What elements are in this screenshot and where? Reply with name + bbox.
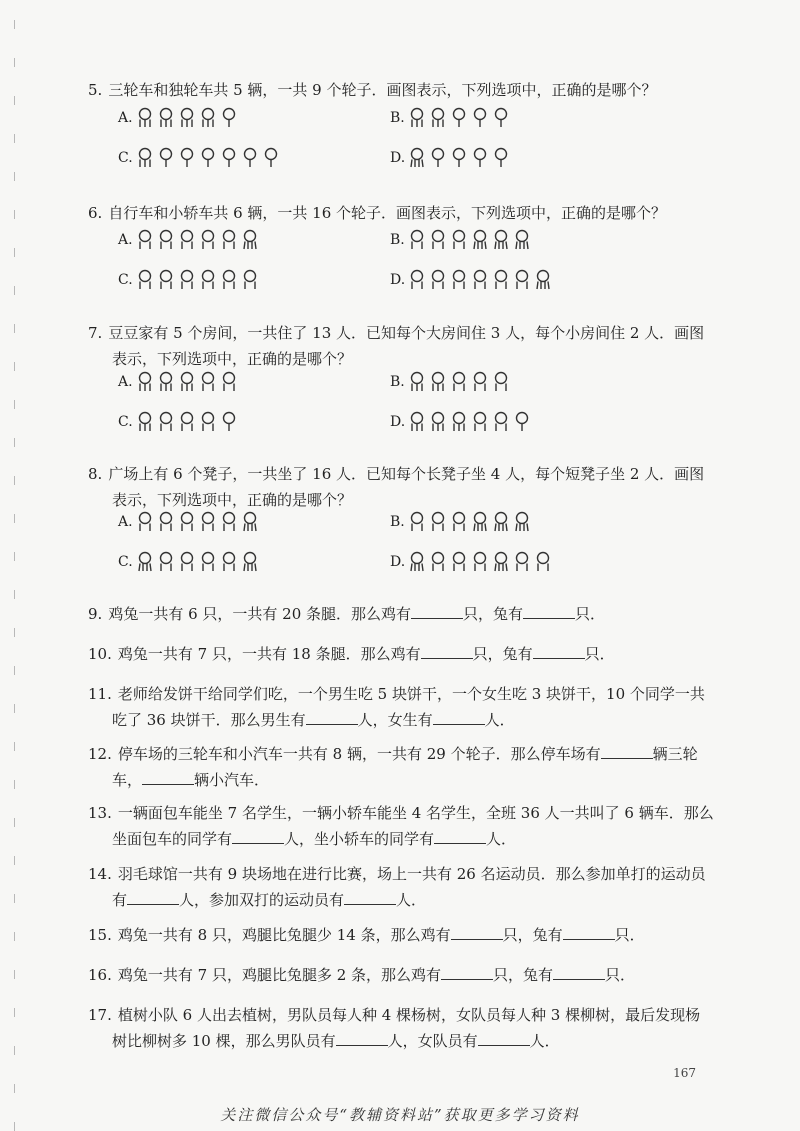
binding-tick	[14, 286, 15, 295]
wheel-2-icon	[220, 371, 238, 393]
wheel-2-icon	[492, 411, 510, 433]
binding-tick	[14, 210, 15, 219]
wheel-2-icon	[178, 411, 196, 433]
question-8	[88, 461, 728, 513]
wheel-4-icon	[492, 551, 510, 573]
answer-blank[interactable]	[336, 1029, 388, 1046]
question-text: 广场上有 6 个凳子，一共坐了 16 人．已知每个长凳子坐 4 人，每个短凳子坐 2 人．画图	[108, 465, 705, 483]
wheel-2-icon	[450, 229, 468, 251]
wheel-2-icon	[492, 371, 510, 393]
wheel-2-icon	[199, 229, 217, 251]
wheel-2-icon	[471, 269, 489, 291]
binding-tick	[14, 1046, 15, 1055]
wheel-1-icon	[513, 411, 531, 433]
wheel-2-icon	[178, 551, 196, 573]
answer-blank[interactable]	[523, 602, 575, 619]
question-number: 5.	[88, 81, 103, 99]
wheel-4-icon	[241, 229, 259, 251]
wheel-1-icon	[471, 147, 489, 169]
answer-blank[interactable]	[142, 768, 194, 785]
binding-tick	[14, 932, 15, 941]
binding-tick	[14, 476, 15, 485]
q8-option-a[interactable]: A.	[118, 510, 259, 534]
q5-option-d[interactable]: D.	[390, 146, 510, 170]
wheel-2-icon	[157, 411, 175, 433]
answer-blank[interactable]	[421, 642, 473, 659]
binding-tick	[14, 780, 15, 789]
wheel-2-icon	[199, 371, 217, 393]
question-text: 三轮车和独轮车共 5 辆，一共 9 个轮子．画图表示，下列选项中，正确的是哪个？	[108, 81, 657, 99]
binding-tick	[14, 438, 15, 447]
q8-option-d[interactable]: D.	[390, 550, 552, 574]
wheel-2-icon	[199, 411, 217, 433]
question-text-continued: 表示，下列选项中，正确的是哪个？	[112, 350, 353, 368]
wheel-2-icon	[408, 229, 426, 251]
page-number: 167	[673, 1066, 696, 1080]
binding-tick	[14, 818, 15, 827]
wheel-1-icon	[157, 147, 175, 169]
wheel-2-icon	[220, 511, 238, 533]
wheel-1-icon	[220, 411, 238, 433]
binding-tick	[14, 20, 15, 29]
wheel-1-icon	[178, 147, 196, 169]
wheel-3-icon	[429, 411, 447, 433]
binding-tick	[14, 628, 15, 637]
answer-blank[interactable]	[553, 963, 605, 980]
wheel-2-icon	[429, 511, 447, 533]
question-12: 12. 停车场的三轮车和小汽车一共有 8 辆，一共有 29 个轮子．那么停车场有 辆三轮 车， 辆小汽车．	[88, 741, 728, 793]
answer-blank[interactable]	[433, 708, 485, 725]
wheel-1-icon	[450, 107, 468, 129]
binding-tick	[14, 552, 15, 561]
question-number: 6.	[88, 204, 103, 222]
wheel-3-icon	[157, 107, 175, 129]
wheel-1-icon	[199, 147, 217, 169]
wheel-2-icon	[450, 511, 468, 533]
wheel-2-icon	[429, 551, 447, 573]
wheel-1-icon	[241, 147, 259, 169]
wheel-2-icon	[178, 229, 196, 251]
binding-tick	[14, 248, 15, 257]
q5-option-c[interactable]: C.	[118, 146, 280, 170]
wheel-4-icon	[241, 511, 259, 533]
answer-blank[interactable]	[601, 742, 653, 759]
wheel-4-icon	[534, 269, 552, 291]
wheel-1-icon	[220, 107, 238, 129]
binding-tick	[14, 514, 15, 523]
wheel-2-icon	[136, 229, 154, 251]
wheel-2-icon	[471, 371, 489, 393]
wheel-2-icon	[513, 551, 531, 573]
q6-option-c[interactable]: C.	[118, 268, 259, 292]
wheel-4-icon	[408, 147, 426, 169]
answer-blank[interactable]	[127, 888, 179, 905]
wheel-2-icon	[220, 229, 238, 251]
q7-option-d[interactable]: D.	[390, 410, 531, 434]
wheel-1-icon	[492, 107, 510, 129]
answer-blank[interactable]	[344, 888, 396, 905]
wheel-3-icon	[408, 411, 426, 433]
wheel-1-icon	[492, 147, 510, 169]
binding-tick	[14, 894, 15, 903]
q8-option-b[interactable]: B.	[390, 510, 531, 534]
answer-blank[interactable]	[478, 1029, 530, 1046]
wheel-2-icon	[492, 269, 510, 291]
wheel-4-icon	[471, 229, 489, 251]
wheel-2-icon	[199, 511, 217, 533]
q8-option-c[interactable]: C.	[118, 550, 259, 574]
wheel-2-icon	[241, 269, 259, 291]
binding-tick	[14, 58, 15, 67]
wheel-2-icon	[220, 551, 238, 573]
wheel-1-icon	[262, 147, 280, 169]
wheel-2-icon	[471, 551, 489, 573]
wheel-4-icon	[492, 511, 510, 533]
binding-tick	[14, 742, 15, 751]
wheel-3-icon	[199, 107, 217, 129]
q7-option-a[interactable]: A.	[118, 370, 238, 394]
binding-tick	[14, 1008, 15, 1017]
wheel-4-icon	[241, 551, 259, 573]
q7-option-b[interactable]: B.	[390, 370, 510, 394]
wheel-2-icon	[450, 551, 468, 573]
wheel-2-icon	[136, 511, 154, 533]
wheel-3-icon	[136, 411, 154, 433]
wheel-4-icon	[136, 551, 154, 573]
wheel-2-icon	[157, 229, 175, 251]
wheel-4-icon	[513, 511, 531, 533]
wheel-3-icon	[408, 107, 426, 129]
binding-tick	[14, 704, 15, 713]
question-14: 14. 羽毛球馆一共有 9 块场地在进行比赛，场上一共有 26 名运动员．那么参加单打的运动员 有 人，参加双打的运动员有 人．	[88, 865, 706, 909]
binding-tick	[14, 324, 15, 333]
question-text-continued: 表示，下列选项中，正确的是哪个？	[112, 491, 353, 509]
wheel-4-icon	[492, 229, 510, 251]
question-6	[88, 200, 728, 226]
wheel-2-icon	[157, 511, 175, 533]
wheel-2-icon	[220, 269, 238, 291]
question-17: 17. 植树小队 6 人出去植树，男队员每人种 4 棵杨树，女队员每人种 3 棵柳树，最后发现杨 树比柳树多 10 棵，那么男队员有 人，女队员有 人．	[88, 1006, 701, 1050]
answer-blank[interactable]	[533, 642, 585, 659]
footer-note: 关注微信公众号“教辅资料站”获取更多学习资料	[220, 1106, 580, 1124]
binding-tick	[14, 172, 15, 181]
wheel-3-icon	[136, 371, 154, 393]
wheel-1-icon	[450, 147, 468, 169]
wheel-2-icon	[157, 551, 175, 573]
binding-tick	[14, 96, 15, 105]
question-10: 10. 鸡兔一共有 7 只，一共有 18 条腿．那么鸡有 只，兔有 只．	[88, 641, 728, 667]
wheel-3-icon	[136, 147, 154, 169]
binding-tick	[14, 1084, 15, 1093]
wheel-2-icon	[408, 511, 426, 533]
question-13: 13. 一辆面包车能坐 7 名学生，一辆小轿车能坐 4 名学生，全班 36 人一共叫了 6 辆车．那么 坐面包车的同学有 人，坐小轿车的同学有 人．	[88, 804, 714, 848]
q5-option-a[interactable]: A.	[118, 106, 238, 130]
wheel-2-icon	[157, 269, 175, 291]
question-number: 7.	[88, 324, 103, 342]
answer-blank[interactable]	[434, 827, 486, 844]
binding-tick	[14, 590, 15, 599]
wheel-3-icon	[157, 371, 175, 393]
answer-blank[interactable]	[441, 963, 493, 980]
answer-blank[interactable]	[451, 923, 503, 940]
answer-blank[interactable]	[411, 602, 463, 619]
wheel-3-icon	[450, 411, 468, 433]
binding-tick	[14, 362, 15, 371]
q5-option-b[interactable]: B.	[390, 106, 510, 130]
question-text: 豆豆家有 5 个房间，一共住了 13 人．已知每个大房间住 3 人，每个小房间住 2 人．画图	[108, 324, 705, 342]
wheel-3-icon	[136, 107, 154, 129]
q6-option-b[interactable]: B.	[390, 228, 531, 252]
wheel-4-icon	[513, 229, 531, 251]
wheel-2-icon	[199, 269, 217, 291]
wheel-2-icon	[408, 269, 426, 291]
question-9: 9. 鸡兔一共有 6 只，一共有 20 条腿．那么鸡有 只，兔有 只．	[88, 601, 728, 627]
wheel-3-icon	[178, 371, 196, 393]
q6-option-d[interactable]: D.	[390, 268, 552, 292]
question-5	[88, 77, 728, 103]
wheel-1-icon	[471, 107, 489, 129]
answer-blank[interactable]	[232, 827, 284, 844]
question-11: 11. 老师给发饼干给同学们吃，一个男生吃 5 块饼干，一个女生吃 3 块饼干，10 个同学一共 吃了 36 块饼干．那么男生有 人，女生有 人．	[88, 685, 705, 729]
question-7	[88, 320, 728, 372]
wheel-3-icon	[178, 107, 196, 129]
wheel-2-icon	[471, 411, 489, 433]
wheel-2-icon	[450, 269, 468, 291]
question-number: 8.	[88, 465, 103, 483]
wheel-4-icon	[471, 511, 489, 533]
wheel-2-icon	[450, 371, 468, 393]
wheel-2-icon	[429, 229, 447, 251]
wheel-3-icon	[408, 371, 426, 393]
question-16: 16. 鸡兔一共有 7 只，鸡腿比兔腿多 2 条，那么鸡有 只，兔有 只．	[88, 962, 728, 988]
wheel-1-icon	[220, 147, 238, 169]
wheel-2-icon	[136, 269, 154, 291]
wheel-4-icon	[408, 551, 426, 573]
wheel-3-icon	[429, 107, 447, 129]
answer-blank[interactable]	[563, 923, 615, 940]
wheel-1-icon	[429, 147, 447, 169]
answer-blank[interactable]	[306, 708, 358, 725]
binding-tick	[14, 134, 15, 143]
wheel-2-icon	[178, 511, 196, 533]
wheel-2-icon	[534, 551, 552, 573]
q6-option-a[interactable]: A.	[118, 228, 259, 252]
wheel-2-icon	[199, 551, 217, 573]
wheel-2-icon	[513, 269, 531, 291]
q7-option-c[interactable]: C.	[118, 410, 238, 434]
binding-tick	[14, 970, 15, 979]
question-text: 自行车和小轿车共 6 辆，一共 16 个轮子．画图表示，下列选项中，正确的是哪个？	[108, 204, 667, 222]
binding-edge	[14, 0, 15, 1131]
wheel-2-icon	[429, 269, 447, 291]
wheel-2-icon	[178, 269, 196, 291]
wheel-3-icon	[429, 371, 447, 393]
binding-tick	[14, 666, 15, 675]
binding-tick	[14, 400, 15, 409]
question-15: 15. 鸡兔一共有 8 只，鸡腿比兔腿少 14 条，那么鸡有 只，兔有 只．	[88, 922, 728, 948]
binding-tick	[14, 856, 15, 865]
